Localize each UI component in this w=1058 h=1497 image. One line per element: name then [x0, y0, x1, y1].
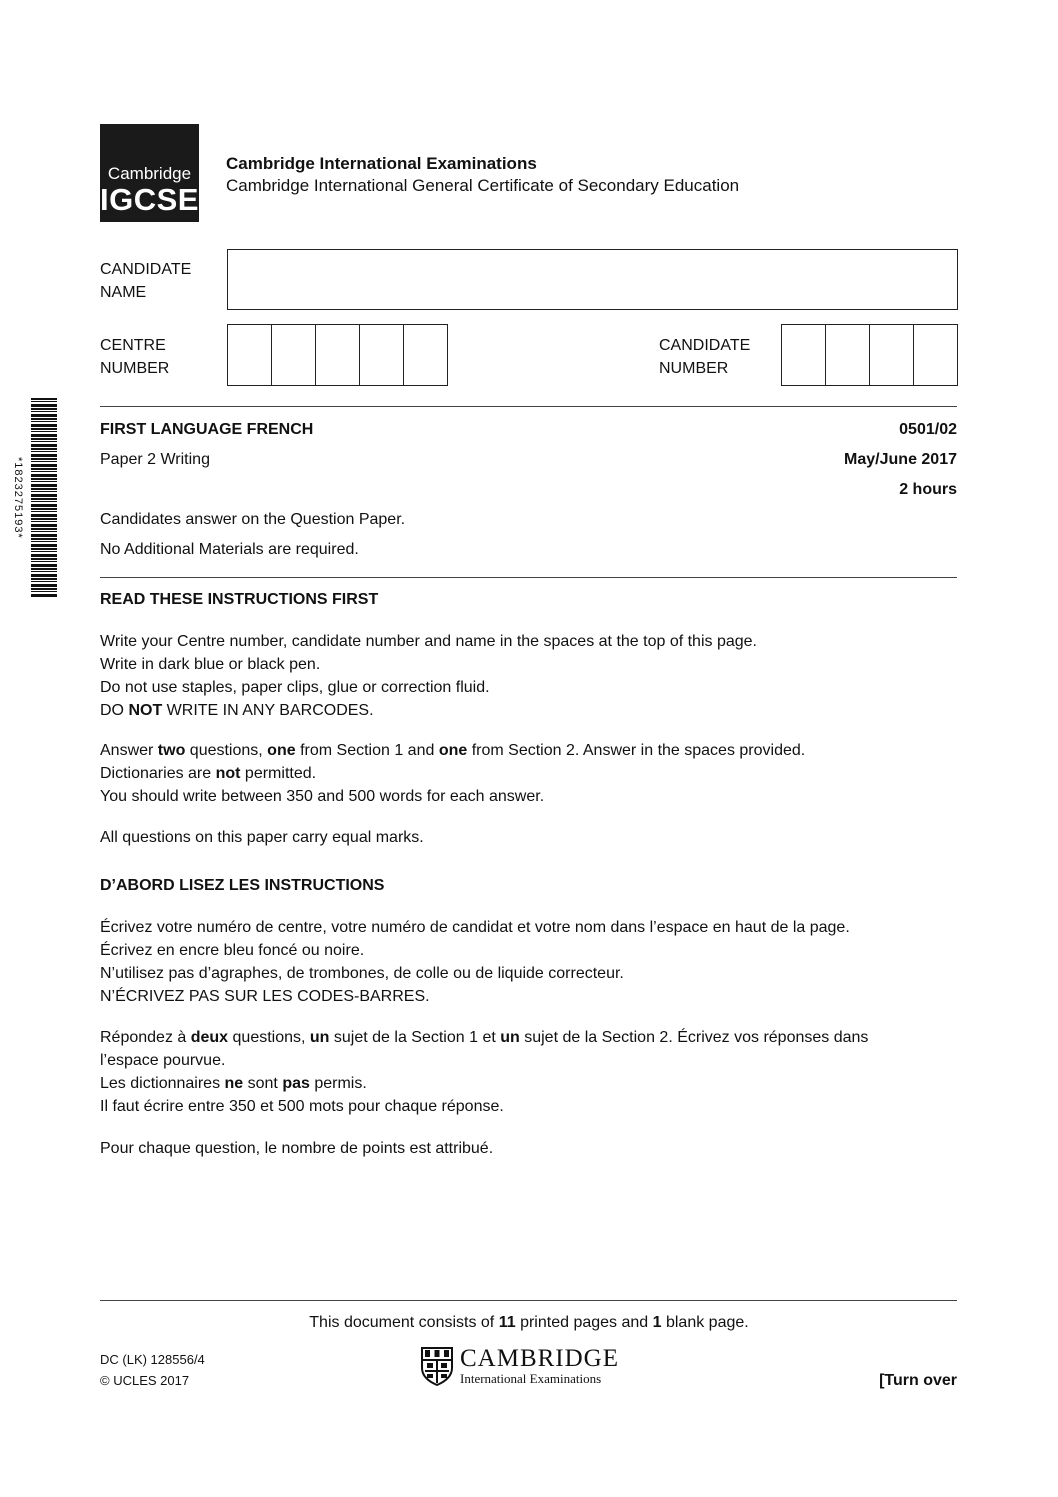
exam-board: Cambridge International Examinations — [226, 154, 537, 173]
candidate-number-field[interactable] — [781, 324, 958, 386]
instruction-line: Écrivez en encre bleu foncé ou noire. — [100, 942, 365, 959]
candidate-number-digit-box[interactable] — [914, 325, 957, 385]
divider — [100, 406, 957, 407]
exam-session: May/June 2017 — [844, 451, 957, 468]
exam-duration: 2 hours — [899, 481, 957, 498]
emphasis: one — [438, 742, 468, 759]
instructions-fr-block-3: Pour chaque question, le nombre de points est attribué. — [100, 1140, 494, 1157]
instruction-line: l’espace pourvue. — [100, 1052, 226, 1069]
instructions-heading-en: READ THESE INSTRUCTIONS FIRST — [100, 591, 379, 608]
emphasis: NOT — [128, 702, 163, 719]
text-span: Answer — [100, 742, 158, 759]
instruction-line: N’ÉCRIVEZ PAS SUR LES CODES-BARRES. — [100, 988, 430, 1005]
instruction-line: Write your Centre number, candidate number and name in the spaces at the top of this page. — [100, 633, 757, 650]
centre-number-label — [100, 334, 169, 380]
text-span: sujet de la Section 2. Écrivez vos réponses dans — [519, 1029, 869, 1046]
text-span: questions, — [228, 1029, 310, 1046]
text-span: permitted. — [240, 765, 317, 782]
candidate-number-digit-box[interactable] — [782, 325, 826, 385]
instruction-line — [100, 1026, 868, 1049]
certificate-title: Cambridge International General Certificate of Secondary Education — [226, 176, 740, 195]
text-span: blank page. — [661, 1314, 749, 1331]
answer-note: Candidates answer on the Question Paper. — [100, 511, 406, 528]
divider — [100, 577, 957, 578]
instruction-line: You should write between 350 and 500 words for each answer. — [100, 788, 545, 805]
barcode-image — [31, 398, 57, 598]
instructions-fr-block-2 — [100, 1026, 868, 1118]
text-span: This document consists of — [309, 1314, 499, 1331]
instruction-line: Write in dark blue or black pen. — [100, 656, 321, 673]
text-span: sujet de la Section 1 et — [329, 1029, 501, 1046]
candidate-number-label — [659, 334, 750, 380]
cambridge-wordmark: CAMBRIDGE — [460, 1345, 620, 1372]
emphasis: ne — [224, 1075, 244, 1092]
document-reference: DC (LK) 128556/4 — [100, 1352, 205, 1367]
instruction-line — [100, 739, 805, 762]
text-span: Dictionaries are — [100, 765, 216, 782]
candidate-number-digit-box[interactable] — [870, 325, 914, 385]
candidate-name-label-line-2: NAME — [100, 284, 147, 301]
emphasis: 1 — [652, 1314, 662, 1331]
emphasis: pas — [282, 1075, 310, 1092]
emphasis: un — [500, 1029, 520, 1046]
text-span: from Section 2. Answer in the spaces provided. — [467, 742, 806, 759]
text-span: Répondez à — [100, 1029, 191, 1046]
logo-line-2: IGCSE — [100, 182, 199, 217]
instruction-line: N’utilisez pas d’agraphes, de trombones, de colle ou de liquide correcteur. — [100, 965, 624, 982]
instructions-en-block-2 — [100, 739, 805, 808]
text-span: Les dictionnaires — [100, 1075, 225, 1092]
emphasis: two — [157, 742, 186, 759]
centre-number-digit-box[interactable] — [272, 325, 316, 385]
text-span: WRITE IN ANY BARCODES. — [162, 702, 374, 719]
text-span: printed pages and — [515, 1314, 653, 1331]
candidate-name-label — [100, 258, 191, 304]
instruction-line: Do not use staples, paper clips, glue or correction fluid. — [100, 679, 490, 696]
materials-note: No Additional Materials are required. — [100, 541, 359, 558]
cambridge-wordmark-subtitle: International Examinations — [460, 1371, 602, 1386]
subject-title: FIRST LANGUAGE FRENCH — [100, 421, 314, 438]
instruction-line: Écrivez votre numéro de centre, votre numéro de candidat et votre nom dans l’espace en haut de la page. — [100, 919, 850, 936]
barcode-text: *1823275193* — [12, 457, 24, 539]
copyright: © UCLES 2017 — [100, 1373, 190, 1388]
instructions-en-block-3: All questions on this paper carry equal marks. — [100, 829, 424, 846]
candidate-number-label-line-2: NUMBER — [659, 360, 729, 377]
instruction-line — [100, 699, 757, 722]
candidate-number-digit-box[interactable] — [826, 325, 870, 385]
centre-number-digit-box[interactable] — [228, 325, 272, 385]
text-span: DO — [100, 702, 129, 719]
instructions-en-block-1 — [100, 630, 757, 722]
page-count-note — [0, 1314, 1058, 1332]
text-span: sont — [243, 1075, 283, 1092]
candidate-name-label-line-1: CANDIDATE — [100, 261, 192, 278]
instruction-line — [100, 762, 805, 785]
centre-number-digit-box[interactable] — [404, 325, 447, 385]
instructions-fr-block-1 — [100, 916, 850, 1008]
emphasis: un — [309, 1029, 330, 1046]
emphasis: one — [267, 742, 296, 759]
text-span: from Section 1 and — [295, 742, 439, 759]
cambridge-crest-icon — [420, 1346, 454, 1386]
emphasis: not — [215, 765, 241, 782]
emphasis: 11 — [498, 1314, 516, 1331]
centre-number-digit-box[interactable] — [360, 325, 404, 385]
candidate-number-label-line-1: CANDIDATE — [659, 337, 751, 354]
centre-number-label-line-2: NUMBER — [100, 360, 170, 377]
text-span: permis. — [309, 1075, 367, 1092]
divider — [100, 1300, 957, 1301]
cambridge-igcse-logo — [100, 124, 199, 222]
logo-line-1: Cambridge — [107, 164, 192, 183]
centre-number-label-line-1: CENTRE — [100, 337, 166, 354]
instruction-line: Il faut écrire entre 350 et 500 mots pour chaque réponse. — [100, 1098, 504, 1115]
centre-number-digit-box[interactable] — [316, 325, 360, 385]
turn-over-note: [Turn over — [879, 1372, 957, 1389]
instructions-heading-fr: D’ABORD LISEZ LES INSTRUCTIONS — [100, 877, 385, 894]
candidate-name-field[interactable] — [227, 249, 958, 310]
paper-code: 0501/02 — [899, 421, 957, 438]
centre-number-field[interactable] — [227, 324, 448, 386]
instruction-line — [100, 1072, 868, 1095]
paper-name: Paper 2 Writing — [100, 451, 210, 468]
text-span: questions, — [185, 742, 268, 759]
emphasis: deux — [190, 1029, 229, 1046]
